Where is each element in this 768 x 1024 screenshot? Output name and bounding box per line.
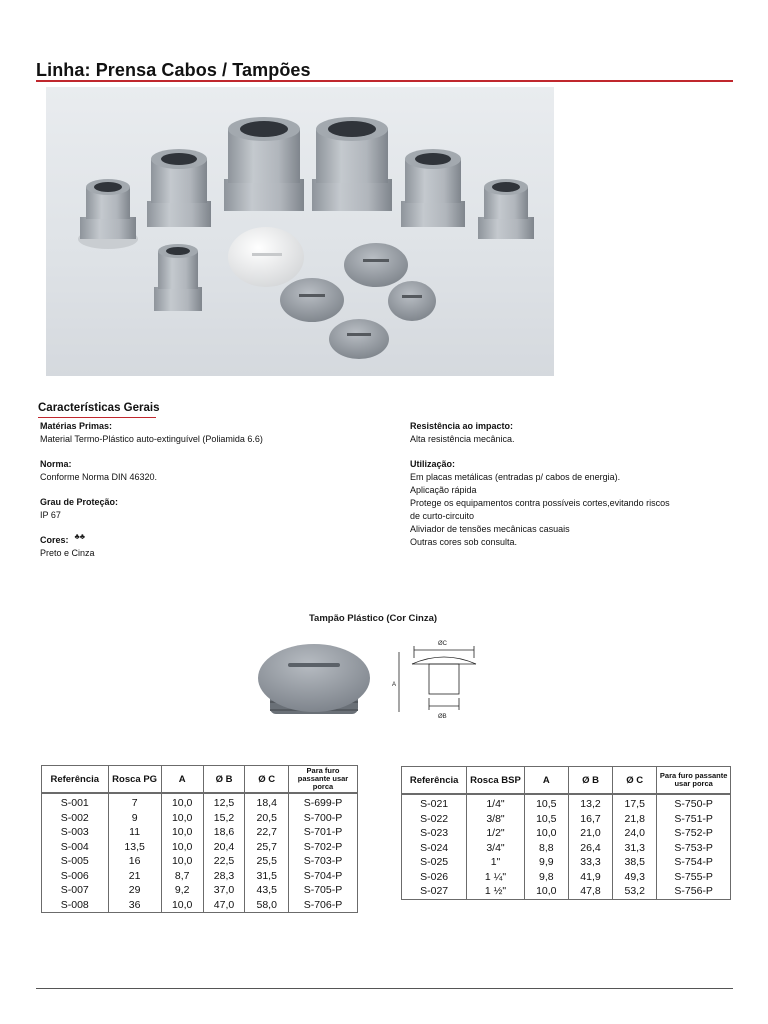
table-row bbox=[42, 898, 358, 913]
cell: S-026 bbox=[402, 870, 467, 885]
cell: S-023 bbox=[402, 826, 467, 841]
utilizacao-line: Outras cores sob consulta. bbox=[410, 537, 518, 547]
cell: 49,3 bbox=[613, 870, 657, 885]
cell: 38,5 bbox=[613, 855, 657, 870]
cell: S-003 bbox=[42, 825, 109, 840]
cell: 1/2" bbox=[467, 826, 524, 841]
cell: 8,8 bbox=[524, 841, 568, 856]
cell: 43,5 bbox=[245, 883, 289, 898]
cell: S-004 bbox=[42, 840, 109, 855]
cell: S-753-P bbox=[657, 841, 731, 856]
cell: 33,3 bbox=[568, 855, 612, 870]
section-title: Características Gerais bbox=[38, 402, 160, 414]
grau-protecao-text: IP 67 bbox=[40, 510, 61, 520]
cell: 17,5 bbox=[613, 794, 657, 812]
utilizacao-line: Aliviador de tensões mecânicas casuais bbox=[410, 524, 570, 534]
col-referencia: Referência bbox=[402, 767, 467, 795]
cell: 28,3 bbox=[203, 869, 245, 884]
cell: 25,5 bbox=[245, 854, 289, 869]
cell: S-001 bbox=[42, 793, 109, 811]
cell: 1 ½" bbox=[467, 884, 524, 899]
cell: S-703-P bbox=[288, 854, 357, 869]
cell: 47,0 bbox=[203, 898, 245, 913]
norma-label: Norma: bbox=[40, 459, 72, 469]
cap-technical-drawing bbox=[392, 634, 492, 720]
cell: S-005 bbox=[42, 854, 109, 869]
cell: S-008 bbox=[42, 898, 109, 913]
cell: 7 bbox=[108, 793, 161, 811]
cell: S-702-P bbox=[288, 840, 357, 855]
col-c: Ø C bbox=[245, 766, 289, 794]
cores bbox=[40, 534, 380, 560]
resistencia-text: Alta resistência mecânica. bbox=[410, 434, 515, 444]
page-title: Linha: Prensa Cabos / Tampões bbox=[36, 60, 311, 80]
cell: 21,0 bbox=[568, 826, 612, 841]
cell: 9,9 bbox=[524, 855, 568, 870]
cell: S-699-P bbox=[288, 793, 357, 811]
cell: 10,0 bbox=[161, 811, 203, 826]
table-row bbox=[402, 855, 731, 870]
cell: S-755-P bbox=[657, 870, 731, 885]
cell: 29 bbox=[108, 883, 161, 898]
grau-protecao bbox=[40, 496, 380, 522]
cell: S-750-P bbox=[657, 794, 731, 812]
col-porca: Para furo passante usar porca bbox=[288, 766, 357, 794]
cell: 25,7 bbox=[245, 840, 289, 855]
cell: 58,0 bbox=[245, 898, 289, 913]
table-row bbox=[42, 793, 358, 811]
cell: S-002 bbox=[42, 811, 109, 826]
col-rosca: Rosca PG bbox=[108, 766, 161, 794]
cell: S-705-P bbox=[288, 883, 357, 898]
cell: 3/4" bbox=[467, 841, 524, 856]
col-b: Ø B bbox=[203, 766, 245, 794]
cell: S-752-P bbox=[657, 826, 731, 841]
table-row bbox=[402, 841, 731, 856]
col-porca: Para furo passante usar porca bbox=[657, 767, 731, 795]
col-referencia: Referência bbox=[42, 766, 109, 794]
plastic-cap-image bbox=[258, 642, 370, 724]
cell: 24,0 bbox=[613, 826, 657, 841]
cell: 36 bbox=[108, 898, 161, 913]
cell: S-007 bbox=[42, 883, 109, 898]
cell: 10,0 bbox=[524, 884, 568, 899]
norma bbox=[40, 458, 380, 484]
grau-protecao-label: Grau de Proteção: bbox=[40, 497, 119, 507]
cell: 21 bbox=[108, 869, 161, 884]
cell: 9,2 bbox=[161, 883, 203, 898]
cell: 1 ¼" bbox=[467, 870, 524, 885]
cell: 20,5 bbox=[245, 811, 289, 826]
table-header-row bbox=[42, 766, 358, 794]
cell: 10,0 bbox=[524, 826, 568, 841]
cell: S-025 bbox=[402, 855, 467, 870]
cell: 26,4 bbox=[568, 841, 612, 856]
utilizacao-label: Utilização: bbox=[410, 459, 456, 469]
cell: 1" bbox=[467, 855, 524, 870]
cell: 22,5 bbox=[203, 854, 245, 869]
table-row bbox=[402, 794, 731, 812]
cell: 53,2 bbox=[613, 884, 657, 899]
cell: 18,4 bbox=[245, 793, 289, 811]
cell: S-700-P bbox=[288, 811, 357, 826]
tampao-title: Tampão Plástico (Cor Cinza) bbox=[308, 613, 438, 624]
table-row bbox=[402, 884, 731, 899]
cell: 10,0 bbox=[161, 793, 203, 811]
table-row bbox=[42, 825, 358, 840]
title-underline bbox=[36, 80, 733, 82]
utilizacao-line: Aplicação rápida bbox=[410, 485, 477, 495]
resistencia-impacto bbox=[410, 420, 730, 446]
cores-text: Preto e Cinza bbox=[40, 548, 95, 558]
cell: 12,5 bbox=[203, 793, 245, 811]
utilizacao-line: de curto-circuito bbox=[410, 511, 475, 521]
table-row bbox=[42, 811, 358, 826]
table-row bbox=[402, 826, 731, 841]
cell: 16 bbox=[108, 854, 161, 869]
resistencia-label: Resistência ao impacto: bbox=[410, 421, 514, 431]
cell: S-704-P bbox=[288, 869, 357, 884]
cell: 15,2 bbox=[203, 811, 245, 826]
norma-text: Conforme Norma DIN 46320. bbox=[40, 472, 158, 482]
col-rosca: Rosca BSP bbox=[467, 767, 524, 795]
cell: 9,8 bbox=[524, 870, 568, 885]
cell: 1/4" bbox=[467, 794, 524, 812]
dimension-c-label: ØC bbox=[438, 641, 447, 647]
utilizacao-line: Protege os equipamentos contra possíveis cortes,evitando riscos bbox=[410, 498, 670, 508]
cores-row bbox=[40, 534, 380, 547]
utilizacao-line: Em placas metálicas (entradas p/ cabos de energia). bbox=[410, 472, 621, 482]
cell: 13,5 bbox=[108, 840, 161, 855]
cell: 22,7 bbox=[245, 825, 289, 840]
cell: 9 bbox=[108, 811, 161, 826]
cell: 37,0 bbox=[203, 883, 245, 898]
col-c: Ø C bbox=[613, 767, 657, 795]
cell: 10,0 bbox=[161, 854, 203, 869]
dimension-a-label: A bbox=[392, 682, 397, 688]
materias-primas bbox=[40, 420, 380, 446]
cell: S-701-P bbox=[288, 825, 357, 840]
cell: 10,5 bbox=[524, 794, 568, 812]
materias-primas-text: Material Termo-Plástico auto-extinguível (Poliamida 6.6) bbox=[40, 434, 263, 444]
cell: S-756-P bbox=[657, 884, 731, 899]
cell: S-024 bbox=[402, 841, 467, 856]
dimension-b-label: ØB bbox=[438, 714, 447, 720]
cell: 10,0 bbox=[161, 825, 203, 840]
table-rosca-bsp bbox=[401, 766, 731, 900]
cell: 16,7 bbox=[568, 812, 612, 827]
cell: 3/8" bbox=[467, 812, 524, 827]
cell: 18,6 bbox=[203, 825, 245, 840]
cell: 8,7 bbox=[161, 869, 203, 884]
cell: 11 bbox=[108, 825, 161, 840]
product-photo bbox=[46, 87, 554, 376]
cell: S-706-P bbox=[288, 898, 357, 913]
cell: 31,3 bbox=[613, 841, 657, 856]
table-rosca-pg bbox=[41, 765, 358, 913]
table-row bbox=[402, 870, 731, 885]
col-b: Ø B bbox=[568, 767, 612, 795]
table-row bbox=[42, 854, 358, 869]
table-row bbox=[42, 869, 358, 884]
cell: 13,2 bbox=[568, 794, 612, 812]
cell: 47,8 bbox=[568, 884, 612, 899]
table-row bbox=[42, 883, 358, 898]
cell: S-006 bbox=[42, 869, 109, 884]
color-warning-icon: ♣♣ bbox=[74, 532, 86, 541]
cores-label: Cores: bbox=[40, 535, 69, 545]
characteristics-right bbox=[410, 420, 730, 561]
cell: S-027 bbox=[402, 884, 467, 899]
cell: 21,8 bbox=[613, 812, 657, 827]
cell: S-751-P bbox=[657, 812, 731, 827]
cell: 20,4 bbox=[203, 840, 245, 855]
utilizacao bbox=[410, 458, 730, 549]
cell: 31,5 bbox=[245, 869, 289, 884]
characteristics-left bbox=[40, 420, 380, 572]
cell: 10,5 bbox=[524, 812, 568, 827]
cell: S-754-P bbox=[657, 855, 731, 870]
table-row bbox=[42, 840, 358, 855]
cell: 41,9 bbox=[568, 870, 612, 885]
col-a: A bbox=[161, 766, 203, 794]
table-header-row bbox=[402, 767, 731, 795]
table-row bbox=[402, 812, 731, 827]
col-a: A bbox=[524, 767, 568, 795]
cell: S-021 bbox=[402, 794, 467, 812]
cell: S-022 bbox=[402, 812, 467, 827]
materias-primas-label: Matérias Primas: bbox=[40, 421, 113, 431]
footer-divider bbox=[36, 988, 733, 989]
cell: 10,0 bbox=[161, 898, 203, 913]
section-underline bbox=[38, 417, 156, 418]
cell: 10,0 bbox=[161, 840, 203, 855]
